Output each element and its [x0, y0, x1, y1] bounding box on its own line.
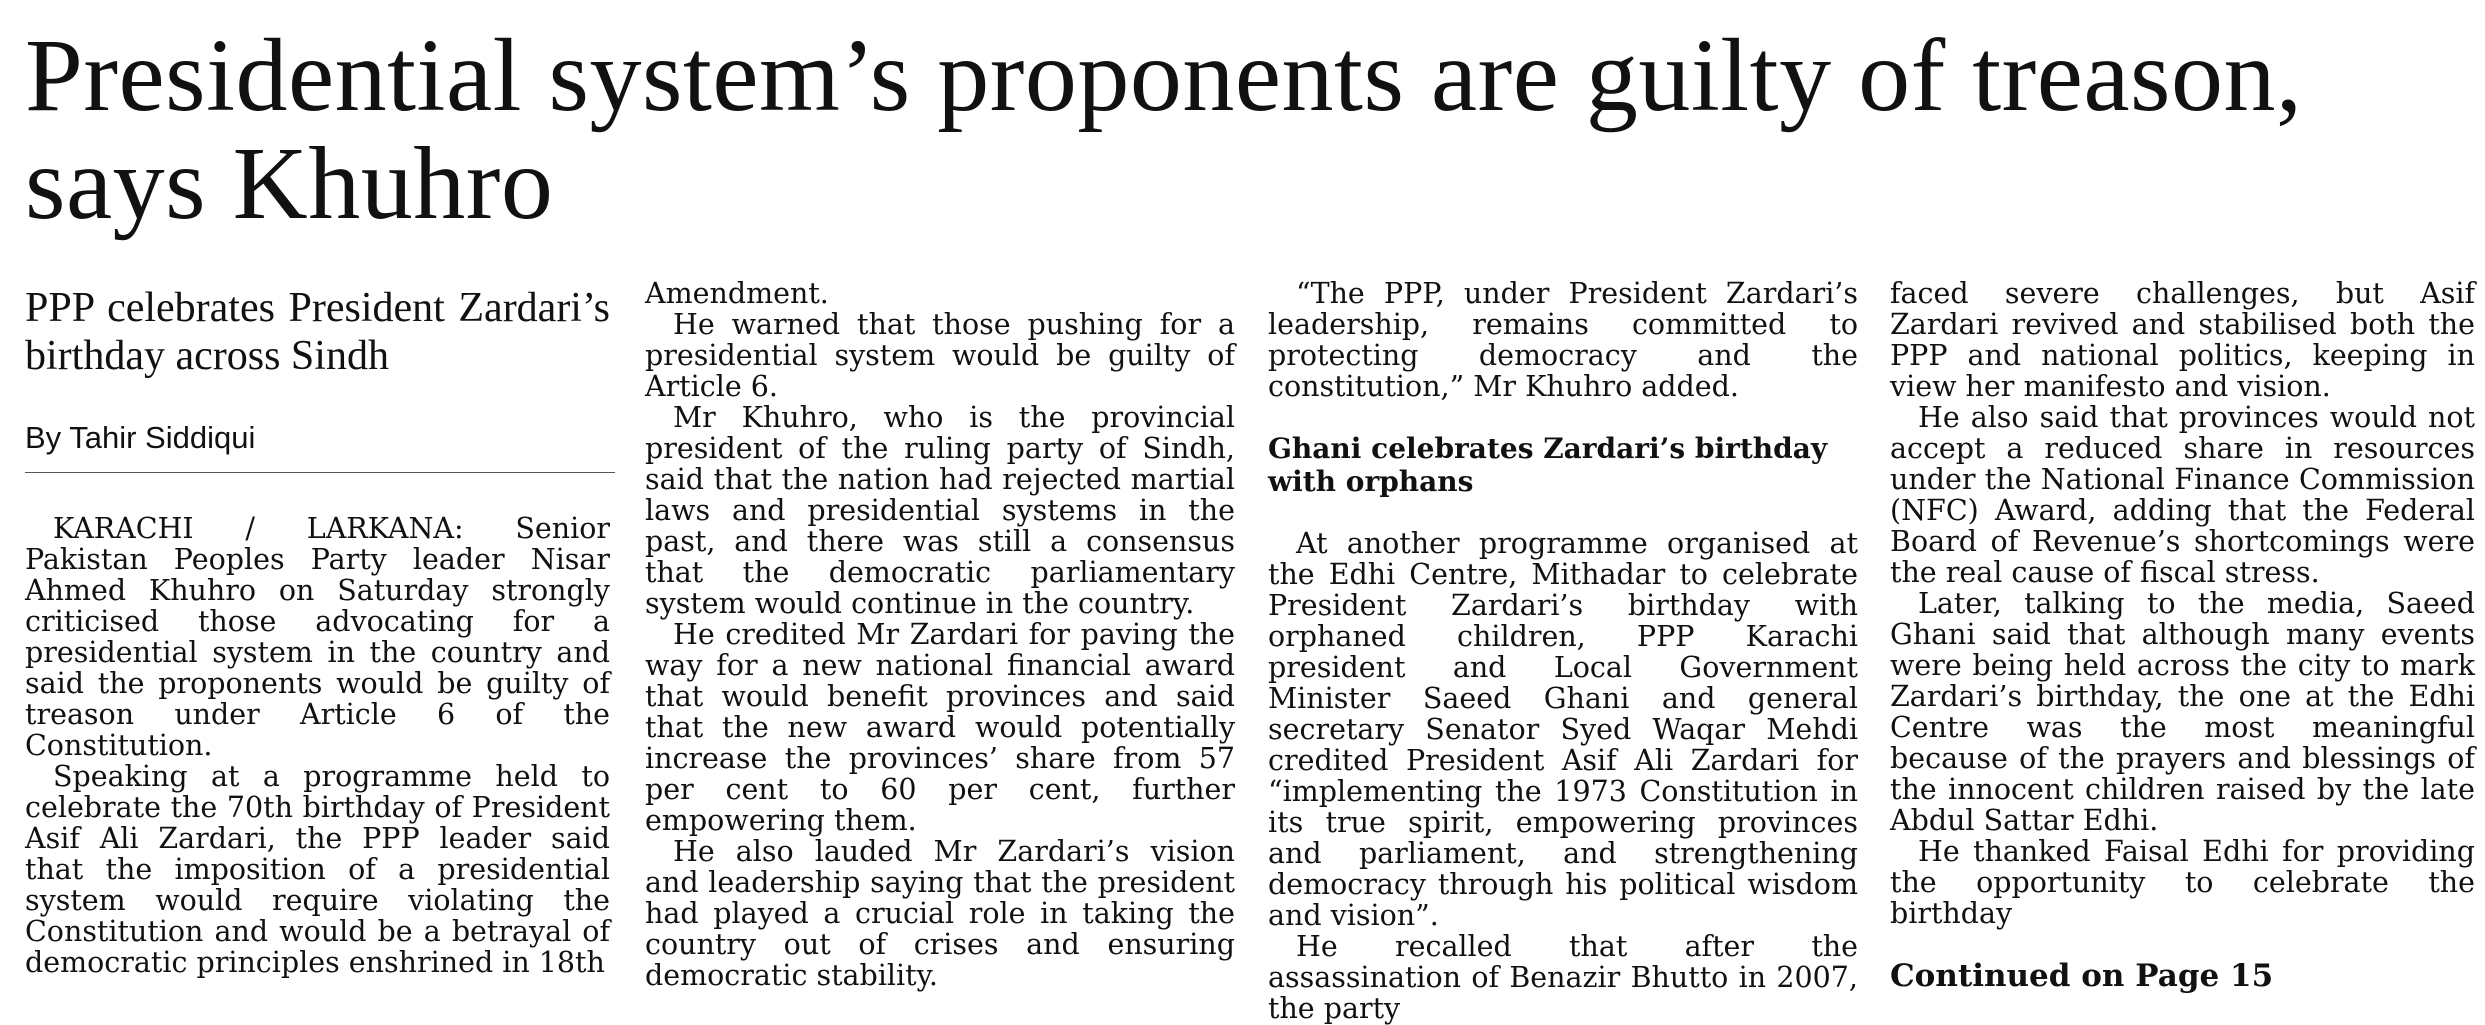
paragraph: Mr Khuhro, who is the provincial president of the ruling party of Sindh, said that the nation had rejected martial laws and presidential systems in the past, and there was still a consensus that the democratic parliamentary system would continue in the country.	[645, 401, 1235, 620]
column-2	[645, 278, 1235, 991]
paragraph: He thanked Faisal Edhi for providing the opportunity to celebrate the birthday	[1890, 835, 2475, 930]
section-subhead: Ghani celebrates Zardari’s birthday with orphans	[1268, 432, 1828, 498]
divider	[25, 472, 615, 473]
paragraph: Speaking at a programme held to celebrate the 70th birthday of President Asif Ali Zardari, the PPP leader said that the imposition of a presidential system would require violating the Constitution and would be a betrayal of democratic principles enshrined in 18th	[25, 760, 610, 979]
paragraph: He warned that those pushing for a presidential system would be guilty of Article 6.	[645, 308, 1235, 403]
column-4	[1890, 278, 2475, 992]
continued-link[interactable]: Continued on Page 15	[1890, 958, 2274, 994]
subheadline: PPP celebrates President Zardari’s birthday across Sindh	[25, 285, 610, 379]
paragraph: At another programme organised at the Edhi Centre, Mithadar to celebrate President Zardari’s birthday with orphaned children, PPP Karachi president and Local Government Minister Saeed Ghani and general secretary Senator Syed Waqar Mehdi credited President Asif Ali Zardari for “implementing the 1973 Constitution in its true spirit, empowering provinces and parliament, and strengthening democracy through his political wisdom and vision”.	[1268, 527, 1858, 932]
paragraph: “The PPP, under President Zardari’s leadership, remains committed to protecting democracy and the constitution,” Mr Khuhro added.	[1268, 277, 1858, 403]
paragraph: He credited Mr Zardari for paving the way for a new national financial award that would benefit provinces and said that the new award would potentially increase the provinces’ share from 57 per cent to 60 per cent, further empowering them.	[645, 618, 1235, 837]
headline: Presidential system’s proponents are guilty of treason, says Khuhro	[25, 18, 2303, 241]
paragraph: faced severe challenges, but Asif Zardari revived and stabilised both the PPP and national politics, keeping in view her manifesto and vision.	[1890, 277, 2475, 403]
paragraph: He recalled that after the assassination of Benazir Bhutto in 2007, the party	[1268, 930, 1858, 1025]
byline: By Tahir Siddiqui	[25, 420, 256, 455]
paragraph: KARACHI / LARKANA: Senior Pakistan Peoples Party leader Nisar Ahmed Khuhro on Saturday strongly criticised those advocating for a presidential system in the country and said the proponents would be guilty of treason under Article 6 of the Constitution.	[25, 512, 610, 762]
paragraph: He also lauded Mr Zardari’s vision and leadership saying that the president had played a crucial role in taking the country out of crises and ensuring democratic stability.	[645, 835, 1235, 992]
paragraph: Later, talking to the media, Saeed Ghani said that although many events were being held across the city to mark Zardari’s birthday, the one at the Edhi Centre was the most meaningful because of the prayers and blessings of the innocent children raised by the late Abdul Sattar Edhi.	[1890, 587, 2475, 837]
column-1	[25, 278, 610, 978]
paragraph: He also said that provinces would not accept a reduced share in resources under the National Finance Commission (NFC) Award, adding that the Federal Board of Revenue’s shortcomings were the real cause of fiscal stress.	[1890, 401, 2475, 589]
column-3	[1268, 278, 1858, 1024]
paragraph: Amendment.	[645, 277, 829, 310]
